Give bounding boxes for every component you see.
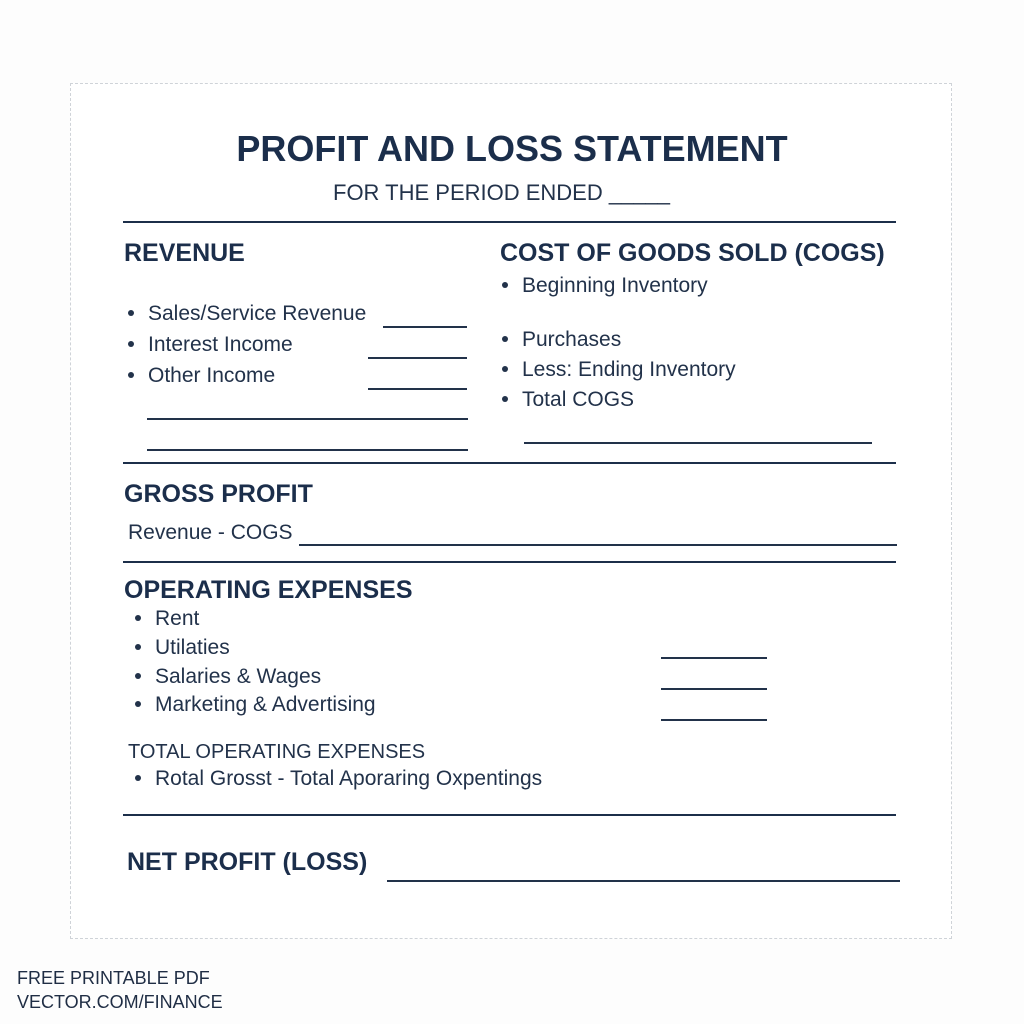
divider-top: [123, 221, 896, 223]
net-profit-heading: NET PROFIT (LOSS): [127, 848, 368, 876]
bullet-icon: [135, 615, 141, 621]
total-cogs-blank[interactable]: [524, 442, 872, 444]
gross-profit-blank[interactable]: [299, 544, 897, 546]
net-profit-blank[interactable]: [387, 880, 900, 882]
total-operating-expenses-formula: Rotal Grosst - Total Aporaring Oxpentings: [135, 767, 542, 791]
bullet-icon: [502, 336, 508, 342]
divider-gross-bottom: [123, 561, 896, 563]
footer-line-2: VECTOR.COM/FINANCE: [17, 992, 223, 1012]
expense-item-salaries: Salaries & Wages: [135, 665, 321, 689]
cogs-item-total: Total COGS: [502, 388, 634, 412]
page-title: PROFIT AND LOSS STATEMENT: [236, 128, 788, 169]
bullet-icon: [135, 644, 141, 650]
operating-expenses-heading: OPERATING EXPENSES: [124, 576, 413, 604]
gross-profit-heading: GROSS PROFIT: [124, 480, 313, 508]
period-subtitle: FOR THE PERIOD ENDED _____: [333, 180, 671, 205]
cogs-item-purchases: Purchases: [502, 328, 621, 352]
cogs-heading: COST OF GOODS SOLD (COGS): [500, 239, 885, 267]
revenue-item-sales: Sales/Service Revenue: [128, 302, 366, 326]
footer-line-1: FREE PRINTABLE PDF: [17, 968, 210, 988]
revenue-item-other: Other Income: [128, 364, 275, 388]
cogs-item-beginning-inventory: Beginning Inventory: [502, 274, 708, 298]
bullet-icon: [502, 396, 508, 402]
bullet-icon: [135, 775, 141, 781]
gross-profit-formula: Revenue - COGS: [128, 521, 293, 544]
bullet-icon: [128, 372, 134, 378]
expense-blank-3[interactable]: [661, 719, 767, 721]
expense-item-marketing: Marketing & Advertising: [135, 693, 376, 717]
bullet-icon: [135, 673, 141, 679]
bullet-icon: [502, 366, 508, 372]
bullet-icon: [128, 341, 134, 347]
divider-expenses-bottom: [123, 814, 896, 816]
sales-revenue-blank[interactable]: [383, 326, 467, 328]
total-operating-expenses-label: TOTAL OPERATING EXPENSES: [128, 741, 426, 763]
interest-income-blank[interactable]: [368, 357, 467, 359]
expense-blank-1[interactable]: [661, 657, 767, 659]
revenue-extra-blank-1[interactable]: [147, 418, 468, 420]
bullet-icon: [502, 282, 508, 288]
expense-item-rent: Rent: [135, 607, 199, 631]
revenue-item-interest: Interest Income: [128, 333, 293, 357]
bullet-icon: [128, 310, 134, 316]
bullet-icon: [135, 701, 141, 707]
divider-revenue-bottom: [123, 462, 896, 464]
expense-blank-2[interactable]: [661, 688, 767, 690]
revenue-heading: REVENUE: [124, 239, 245, 267]
cogs-item-ending-inventory: Less: Ending Inventory: [502, 358, 736, 382]
other-income-blank[interactable]: [368, 388, 467, 390]
expense-item-utilities: Utilaties: [135, 636, 230, 660]
revenue-extra-blank-2[interactable]: [147, 449, 468, 451]
statement-card: [70, 83, 952, 939]
